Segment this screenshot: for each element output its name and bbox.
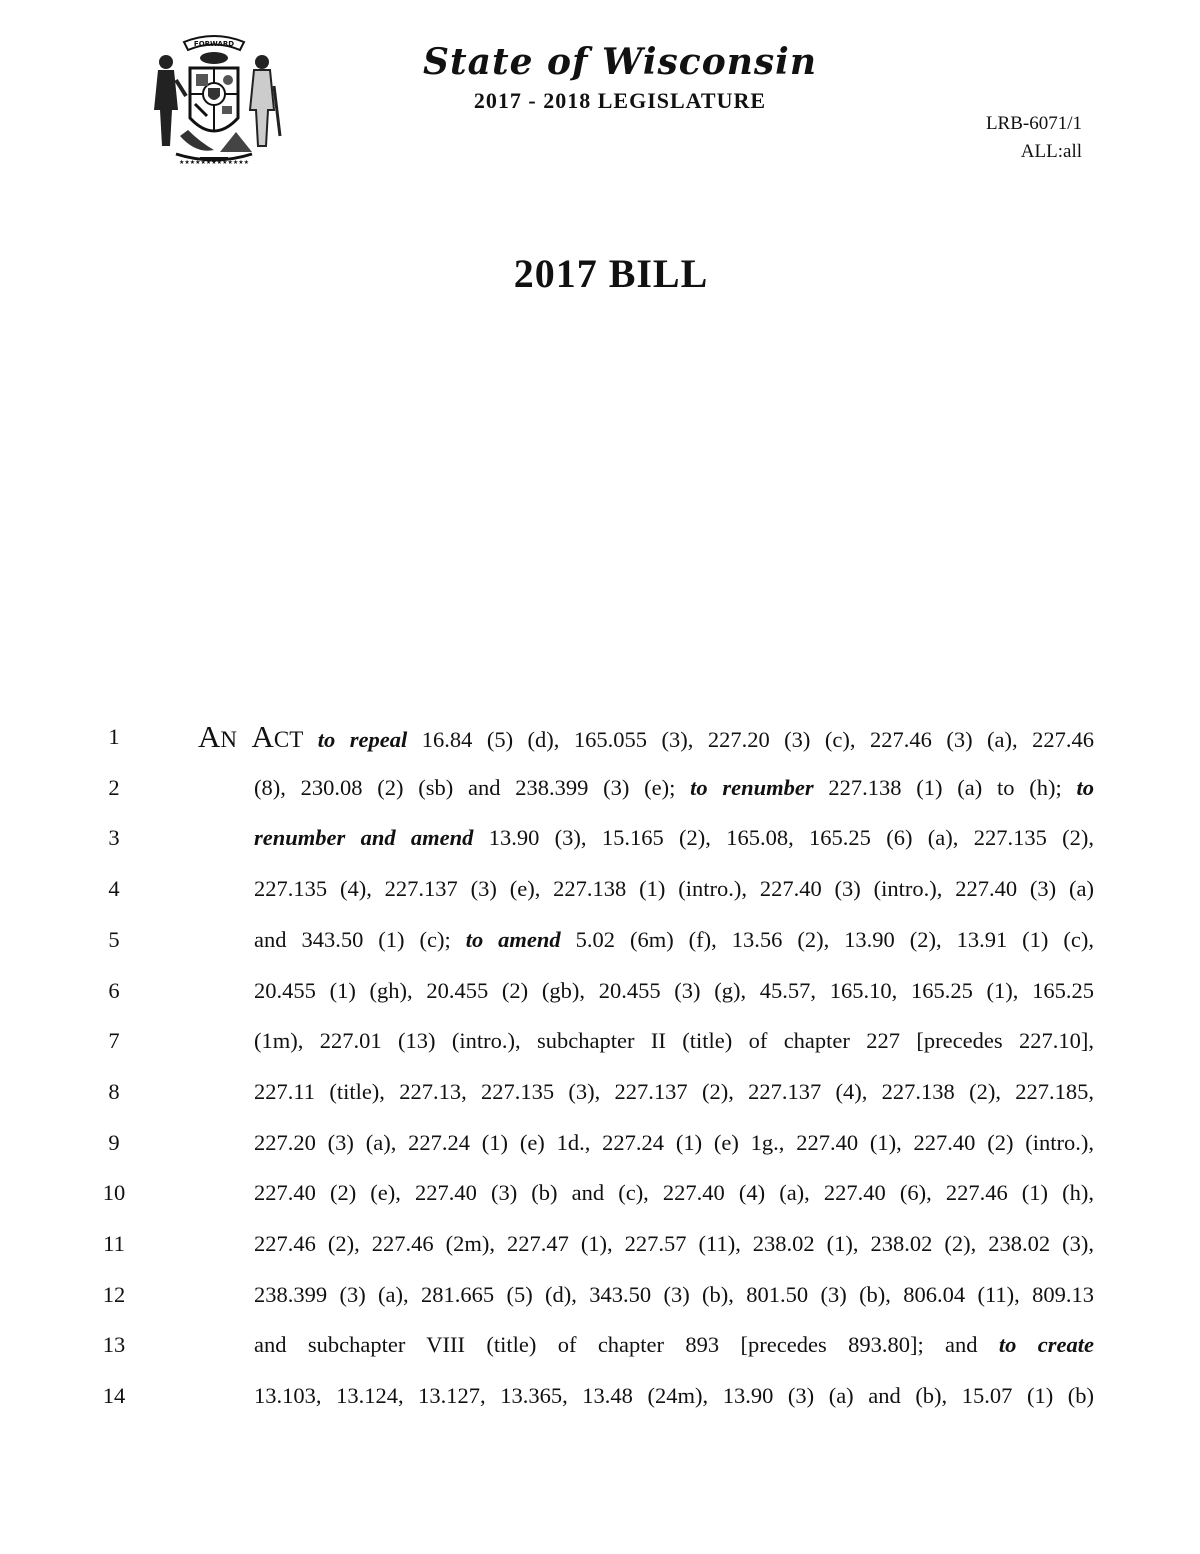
line-number: 2 bbox=[108, 774, 120, 800]
bill-line bbox=[0, 1371, 1200, 1421]
bill-line bbox=[0, 763, 1200, 813]
line-text: 227.11 (title), 227.13, 227.135 (3), 227.137 (2), 227.137 (4), 227.138 (2), 227.185, bbox=[254, 1078, 1094, 1104]
bill-line bbox=[0, 915, 1200, 965]
action-keyword: to bbox=[1076, 774, 1094, 800]
line-text: 227.40 (2) (e), 227.40 (3) (b) and (c), 227.40 (4) (a), 227.40 (6), 227.46 (1) (h), bbox=[254, 1180, 1094, 1206]
line-number: 11 bbox=[103, 1231, 125, 1256]
wisconsin-seal-image bbox=[140, 26, 288, 174]
svg-text:★★★★★★★★★★★★★: ★★★★★★★★★★★★★ bbox=[179, 159, 249, 166]
line-text: (1m), 227.01 (13) (intro.), subchapter II (title) of chapter 227 [precedes 227.10], bbox=[254, 1028, 1094, 1054]
bill-line bbox=[0, 1067, 1200, 1117]
bill-line bbox=[0, 1219, 1200, 1269]
bill-title: 2017 BILL bbox=[513, 251, 709, 296]
line-text: (8), 230.08 (2) (sb) and 238.399 (3) (e); to renumber 227.138 (1) (a) to (h); to bbox=[254, 774, 1094, 800]
line-number: 9 bbox=[108, 1129, 120, 1155]
bill-line bbox=[0, 966, 1200, 1016]
line-text: 238.399 (3) (a), 281.665 (5) (d), 343.50 (3) (b), 801.50 (3) (b), 806.04 (11), 809.13 bbox=[254, 1281, 1094, 1307]
bill-line bbox=[0, 1320, 1200, 1370]
line-text: and subchapter VIII (title) of chapter 893 [precedes 893.80]; and to create bbox=[254, 1332, 1095, 1358]
bill-line bbox=[0, 1118, 1200, 1168]
line-text: 20.455 (1) (gh), 20.455 (2) (gb), 20.455 (3) (g), 45.57, 165.10, 165.25 (1), 165.25 bbox=[254, 977, 1094, 1003]
bill-line bbox=[0, 1016, 1200, 1066]
line-text: 227.135 (4), 227.137 (3) (e), 227.138 (1) (intro.), 227.40 (3) (intro.), 227.40 (3) (a) bbox=[254, 876, 1094, 902]
action-keyword: to renumber bbox=[690, 774, 814, 800]
action-keyword: to create bbox=[998, 1332, 1095, 1358]
line-number: 5 bbox=[108, 926, 120, 952]
line-number: 14 bbox=[102, 1383, 126, 1409]
line-number: 12 bbox=[102, 1281, 126, 1307]
an-act-heading: AN ACT bbox=[198, 719, 304, 754]
bill-line bbox=[0, 813, 1200, 863]
drafter-code: ALL:all bbox=[1020, 141, 1082, 162]
line-number: 10 bbox=[102, 1180, 126, 1206]
line-number: 13 bbox=[102, 1332, 126, 1358]
line-text: 13.103, 13.124, 13.127, 13.365, 13.48 (24m), 13.90 (3) (a) and (b), 15.07 (1) (b) bbox=[254, 1383, 1094, 1409]
line-text: 227.46 (2), 227.46 (2m), 227.47 (1), 227.57 (11), 238.02 (1), 238.02 (2), 238.02 (3), bbox=[254, 1231, 1094, 1256]
line-number: 4 bbox=[108, 876, 120, 902]
action-keyword: renumber and amend bbox=[254, 825, 474, 851]
legislature-title: 2017 - 2018 LEGISLATURE bbox=[473, 88, 767, 113]
action-keyword: to repeal bbox=[317, 727, 408, 752]
line-text: 227.20 (3) (a), 227.24 (1) (e) 1d., 227.24 (1) (e) 1g., 227.40 (1), 227.40 (2) (intro.), bbox=[254, 1129, 1094, 1155]
bill-line bbox=[0, 1270, 1200, 1320]
bill-line bbox=[0, 864, 1200, 914]
line-number: 7 bbox=[108, 1028, 120, 1054]
line-number: 8 bbox=[108, 1078, 120, 1104]
seal-motto-text: FORWARD bbox=[193, 40, 235, 48]
lrb-number-block bbox=[986, 110, 1082, 166]
bill-line bbox=[0, 712, 1200, 762]
lrb-number: LRB-6071/1 bbox=[985, 113, 1082, 134]
line-number: 3 bbox=[108, 825, 120, 851]
bill-line bbox=[0, 1168, 1200, 1218]
line-text: and 343.50 (1) (c); to amend 5.02 (6m) (f), 13.56 (2), 13.90 (2), 13.91 (1) (c), bbox=[254, 926, 1094, 952]
line-number: 6 bbox=[108, 977, 120, 1003]
action-keyword: to amend bbox=[465, 926, 561, 952]
state-title: State of Wisconsin bbox=[422, 41, 817, 83]
line-text: renumber and amend 13.90 (3), 15.165 (2), 165.08, 165.25 (6) (a), 227.135 (2), bbox=[254, 825, 1094, 851]
line-text: AN ACT to repeal 16.84 (5) (d), 165.055 (3), 227.20 (3) (c), 227.46 (3) (a), 227.46 bbox=[198, 719, 1095, 754]
line-number: 1 bbox=[108, 724, 120, 749]
